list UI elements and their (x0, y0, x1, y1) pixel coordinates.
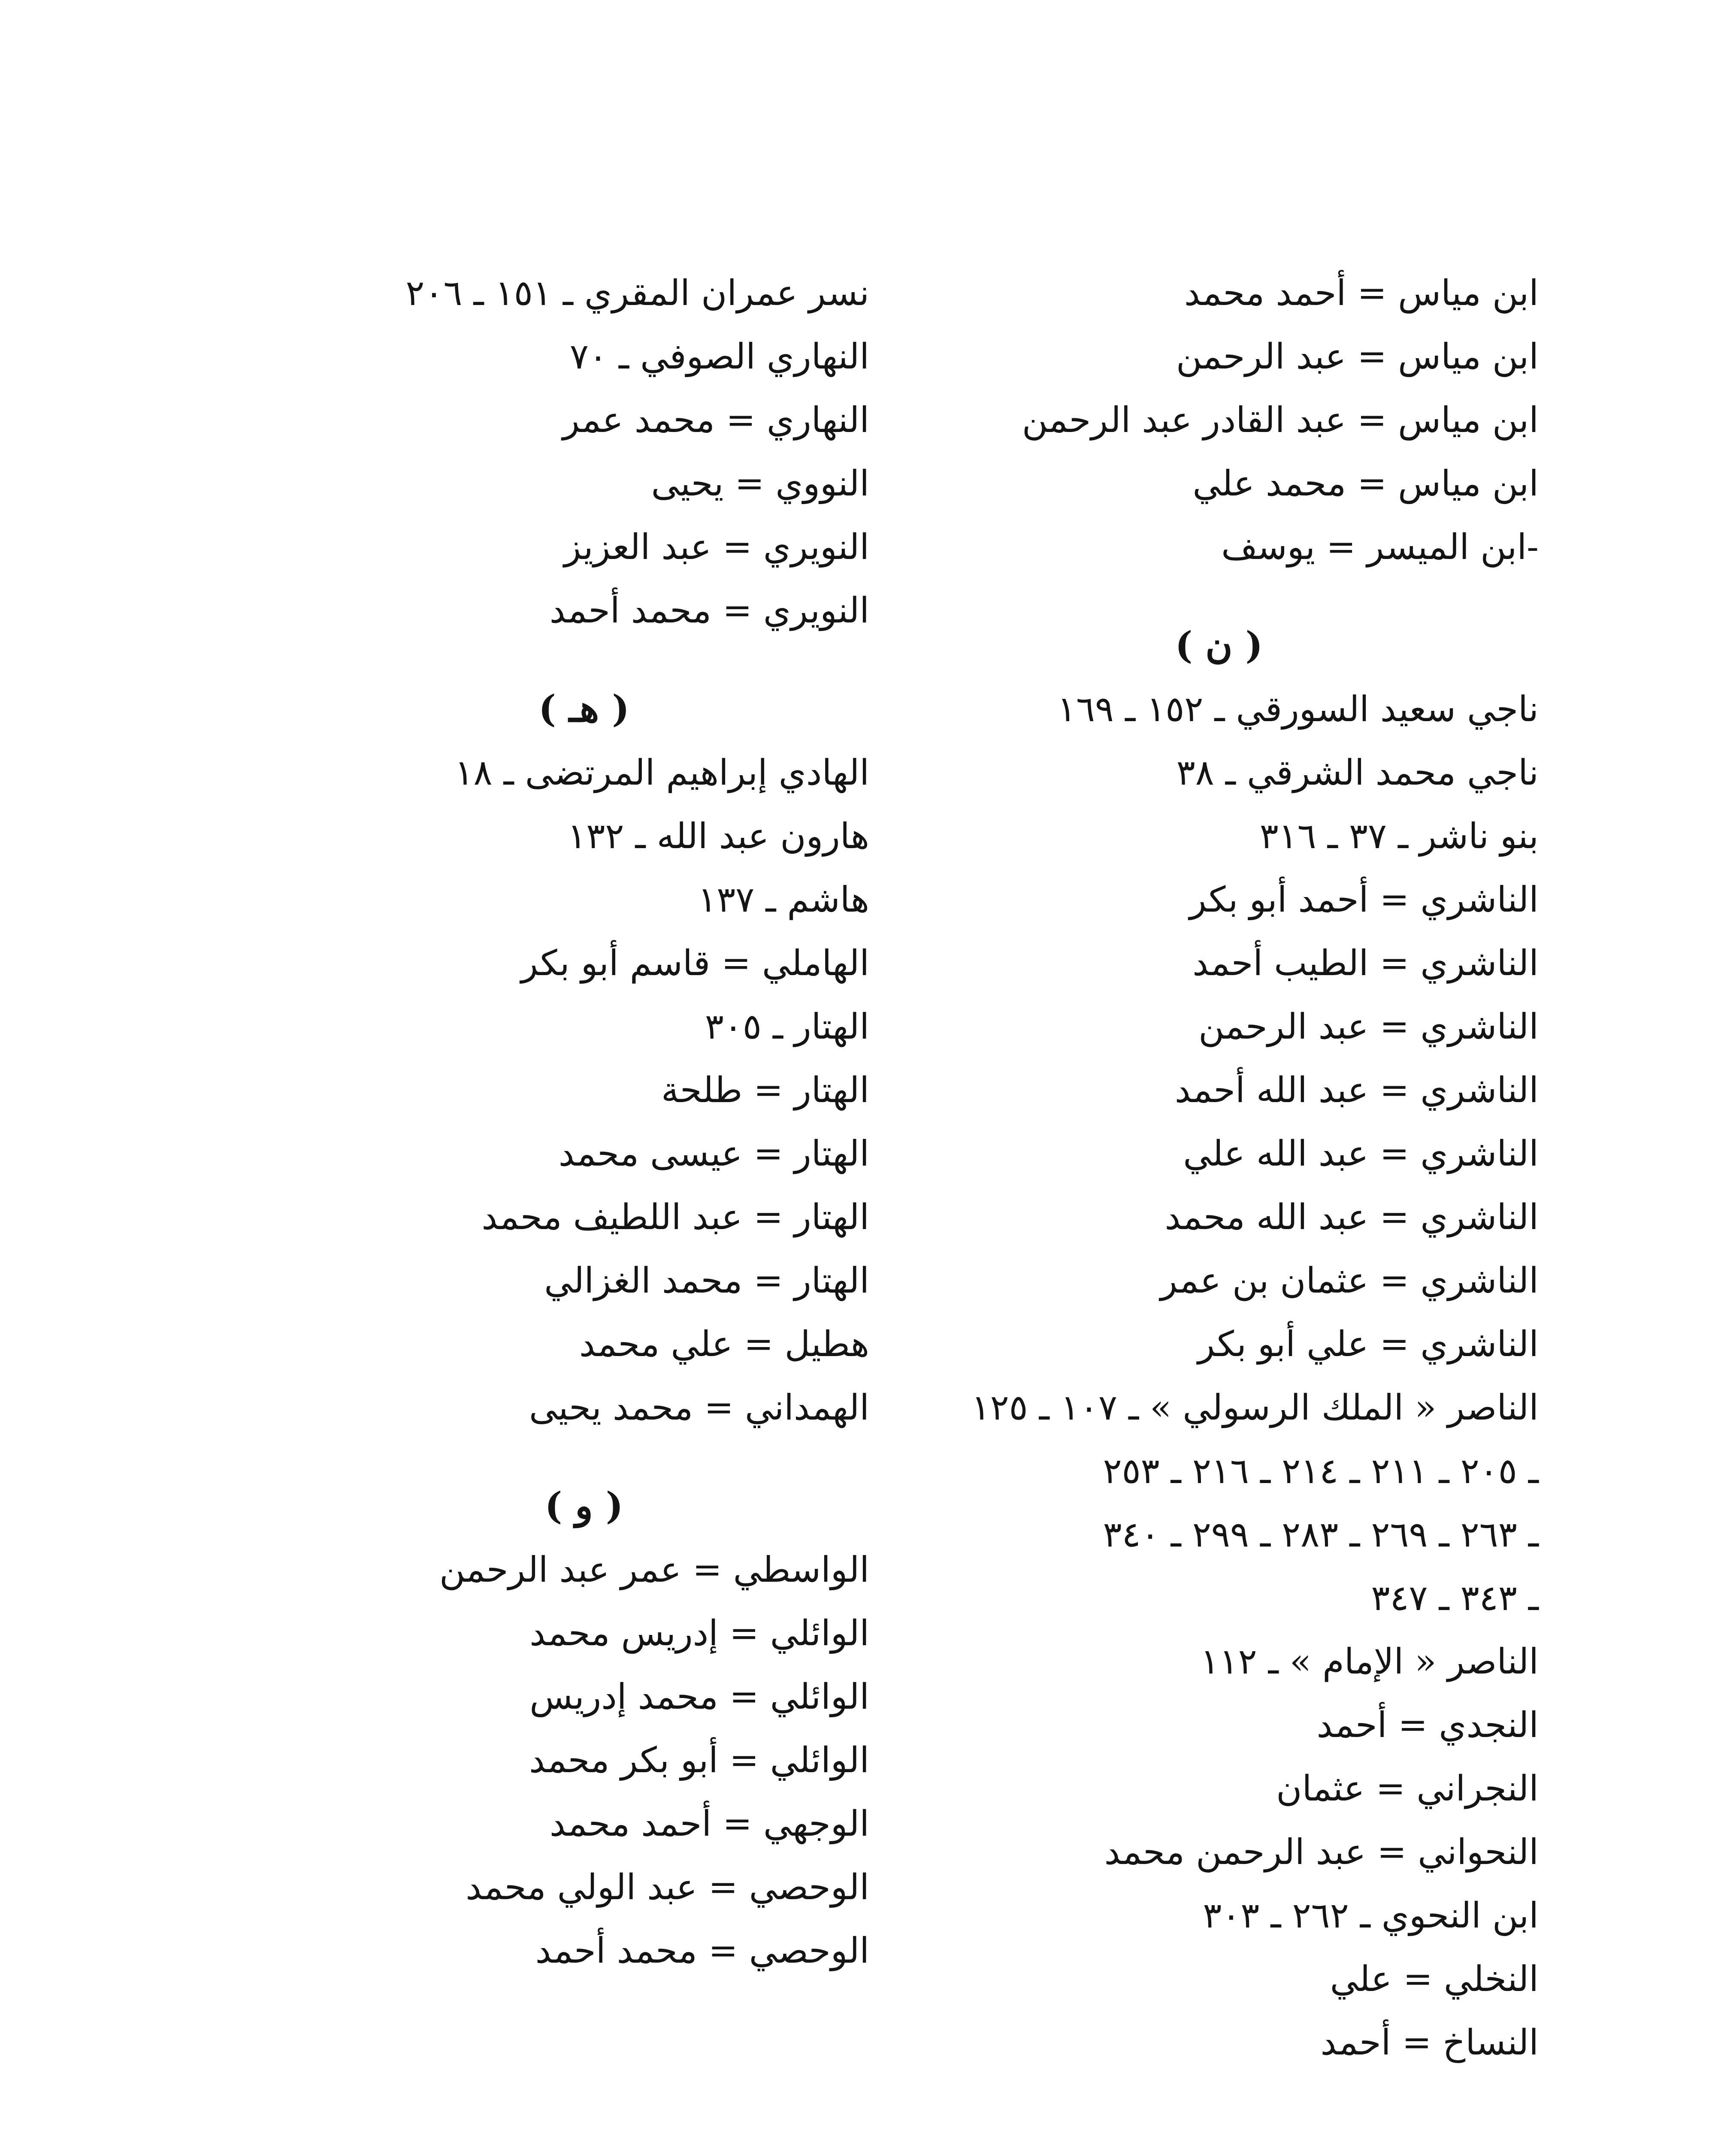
index-entry: الناشري = عبد الرحمن (1198, 1006, 1539, 1047)
index-entry: ابن مياس = أحمد محمد (1184, 273, 1539, 314)
index-entry: الهمداني = محمد يحيى (529, 1387, 869, 1428)
index-entry: النجدي = أحمد (1316, 1705, 1539, 1746)
index-entry-continuation: ـ ٢٦٣ ـ ٢٦٩ ـ ٢٨٣ ـ ٢٩٩ ـ ٣٤٠ (1103, 1514, 1539, 1555)
index-entry: الناشري = عبد الله أحمد (1174, 1070, 1539, 1111)
index-entry: الوجهي = أحمد محمد (549, 1804, 869, 1844)
entry-list (118, 741, 869, 1440)
index-entry: هطيل = علي محمد (579, 1324, 869, 1365)
index-entry-continuation: ـ ٢٠٥ ـ ٢١١ ـ ٢١٤ ـ ٢١٦ ـ ٢٥٣ (1103, 1451, 1539, 1492)
index-entry: ناجي سعيد السورقي ـ ١٥٢ ـ ١٦٩ (1057, 689, 1539, 730)
index-entry: الناشري = عبد الله علي (1183, 1133, 1539, 1174)
index-entry: الوائلي = أبو بكر محمد (529, 1740, 869, 1781)
index-entry: الهتار = عبد اللطيف محمد (481, 1197, 869, 1238)
index-entry: نسر عمران المقري ـ ١٥١ ـ ٢٠٦ (405, 273, 869, 314)
index-entry: ابن مياس = عبد الرحمن (1176, 336, 1539, 377)
index-entry: النحواني = عبد الرحمن محمد (1104, 1832, 1539, 1873)
entry-list (788, 678, 1539, 2075)
index-entry: الواسطي = عمر عبد الرحمن (439, 1550, 869, 1590)
index-entry: الوائلي = إدريس محمد (529, 1613, 869, 1654)
index-entry: الهتار = عيسى محمد (558, 1133, 869, 1174)
index-entry: الناشري = عثمان بن عمر (1160, 1260, 1539, 1301)
section-heading-waw: ( و ) (544, 1484, 623, 1528)
index-entry: ابن مياس = عبد القادر عبد الرحمن (1022, 400, 1539, 441)
index-entry: النجراني = عثمان (1276, 1768, 1539, 1809)
index-entry: الناشري = علي أبو بكر (1198, 1324, 1539, 1365)
index-entry: ابن مياس = محمد علي (1192, 463, 1539, 504)
entry-list (118, 1538, 869, 1983)
index-entry: -ابن الميسر = يوسف (1221, 527, 1539, 568)
index-entry: النساخ = أحمد (1320, 2022, 1539, 2063)
index-entry: الوحصي = عبد الولي محمد (466, 1867, 869, 1908)
index-entry: الناصر « الملك الرسولي » ـ ١٠٧ ـ ١٢٥ (971, 1387, 1539, 1428)
entry-list (788, 262, 1539, 579)
index-entry: النخلي = علي (1330, 1959, 1539, 2000)
index-entry: النهاري = محمد عمر (563, 400, 869, 441)
index-entry: الناشري = أحمد أبو بكر (1189, 879, 1539, 920)
index-entry: هارون عبد الله ـ ١٣٢ (567, 816, 869, 857)
index-entry: الهادي إبراهيم المرتضى ـ ١٨ (454, 752, 869, 793)
section-heading-nun: ( ن ) (1175, 624, 1263, 667)
index-entry: ناجي محمد الشرقي ـ ٣٨ (1176, 752, 1539, 793)
index-column-left (118, 262, 869, 1983)
index-entry: الناشري = الطيب أحمد (1192, 943, 1539, 984)
index-entry-continuation: ـ ٣٤٣ ـ ٣٤٧ (1371, 1578, 1539, 1619)
index-entry: الهتار ـ ٣٠٥ (705, 1006, 869, 1047)
index-entry: النووي = يحيى (651, 463, 869, 504)
index-entry: بنو ناشر ـ ٣٧ ـ ٣١٦ (1259, 816, 1539, 857)
entry-list (118, 262, 869, 643)
index-column-right (788, 262, 1539, 2075)
index-entry: الناشري = عبد الله محمد (1164, 1197, 1539, 1238)
index-entry: النويري = عبد العزيز (564, 527, 869, 568)
index-entry: الوحصي = محمد أحمد (535, 1930, 869, 1971)
index-entry: النويري = محمد أحمد (549, 590, 869, 631)
index-entry: ابن النحوي ـ ٢٦٢ ـ ٣٠٣ (1203, 1895, 1539, 1936)
index-entry: هاشم ـ ١٣٧ (698, 879, 869, 920)
index-entry: الهتار = محمد الغزالي (544, 1260, 869, 1301)
section-heading-ha: ( هـ ) (538, 687, 629, 731)
index-entry: الوائلي = محمد إدريس (529, 1677, 869, 1717)
index-entry: الهتار = طلحة (661, 1070, 869, 1111)
index-entry: الهاملي = قاسم أبو بكر (521, 943, 869, 984)
index-entry: النهاري الصوفي ـ ٧٠ (569, 336, 869, 377)
index-entry: الناصر « الإمام » ـ ١١٢ (1200, 1641, 1539, 1682)
